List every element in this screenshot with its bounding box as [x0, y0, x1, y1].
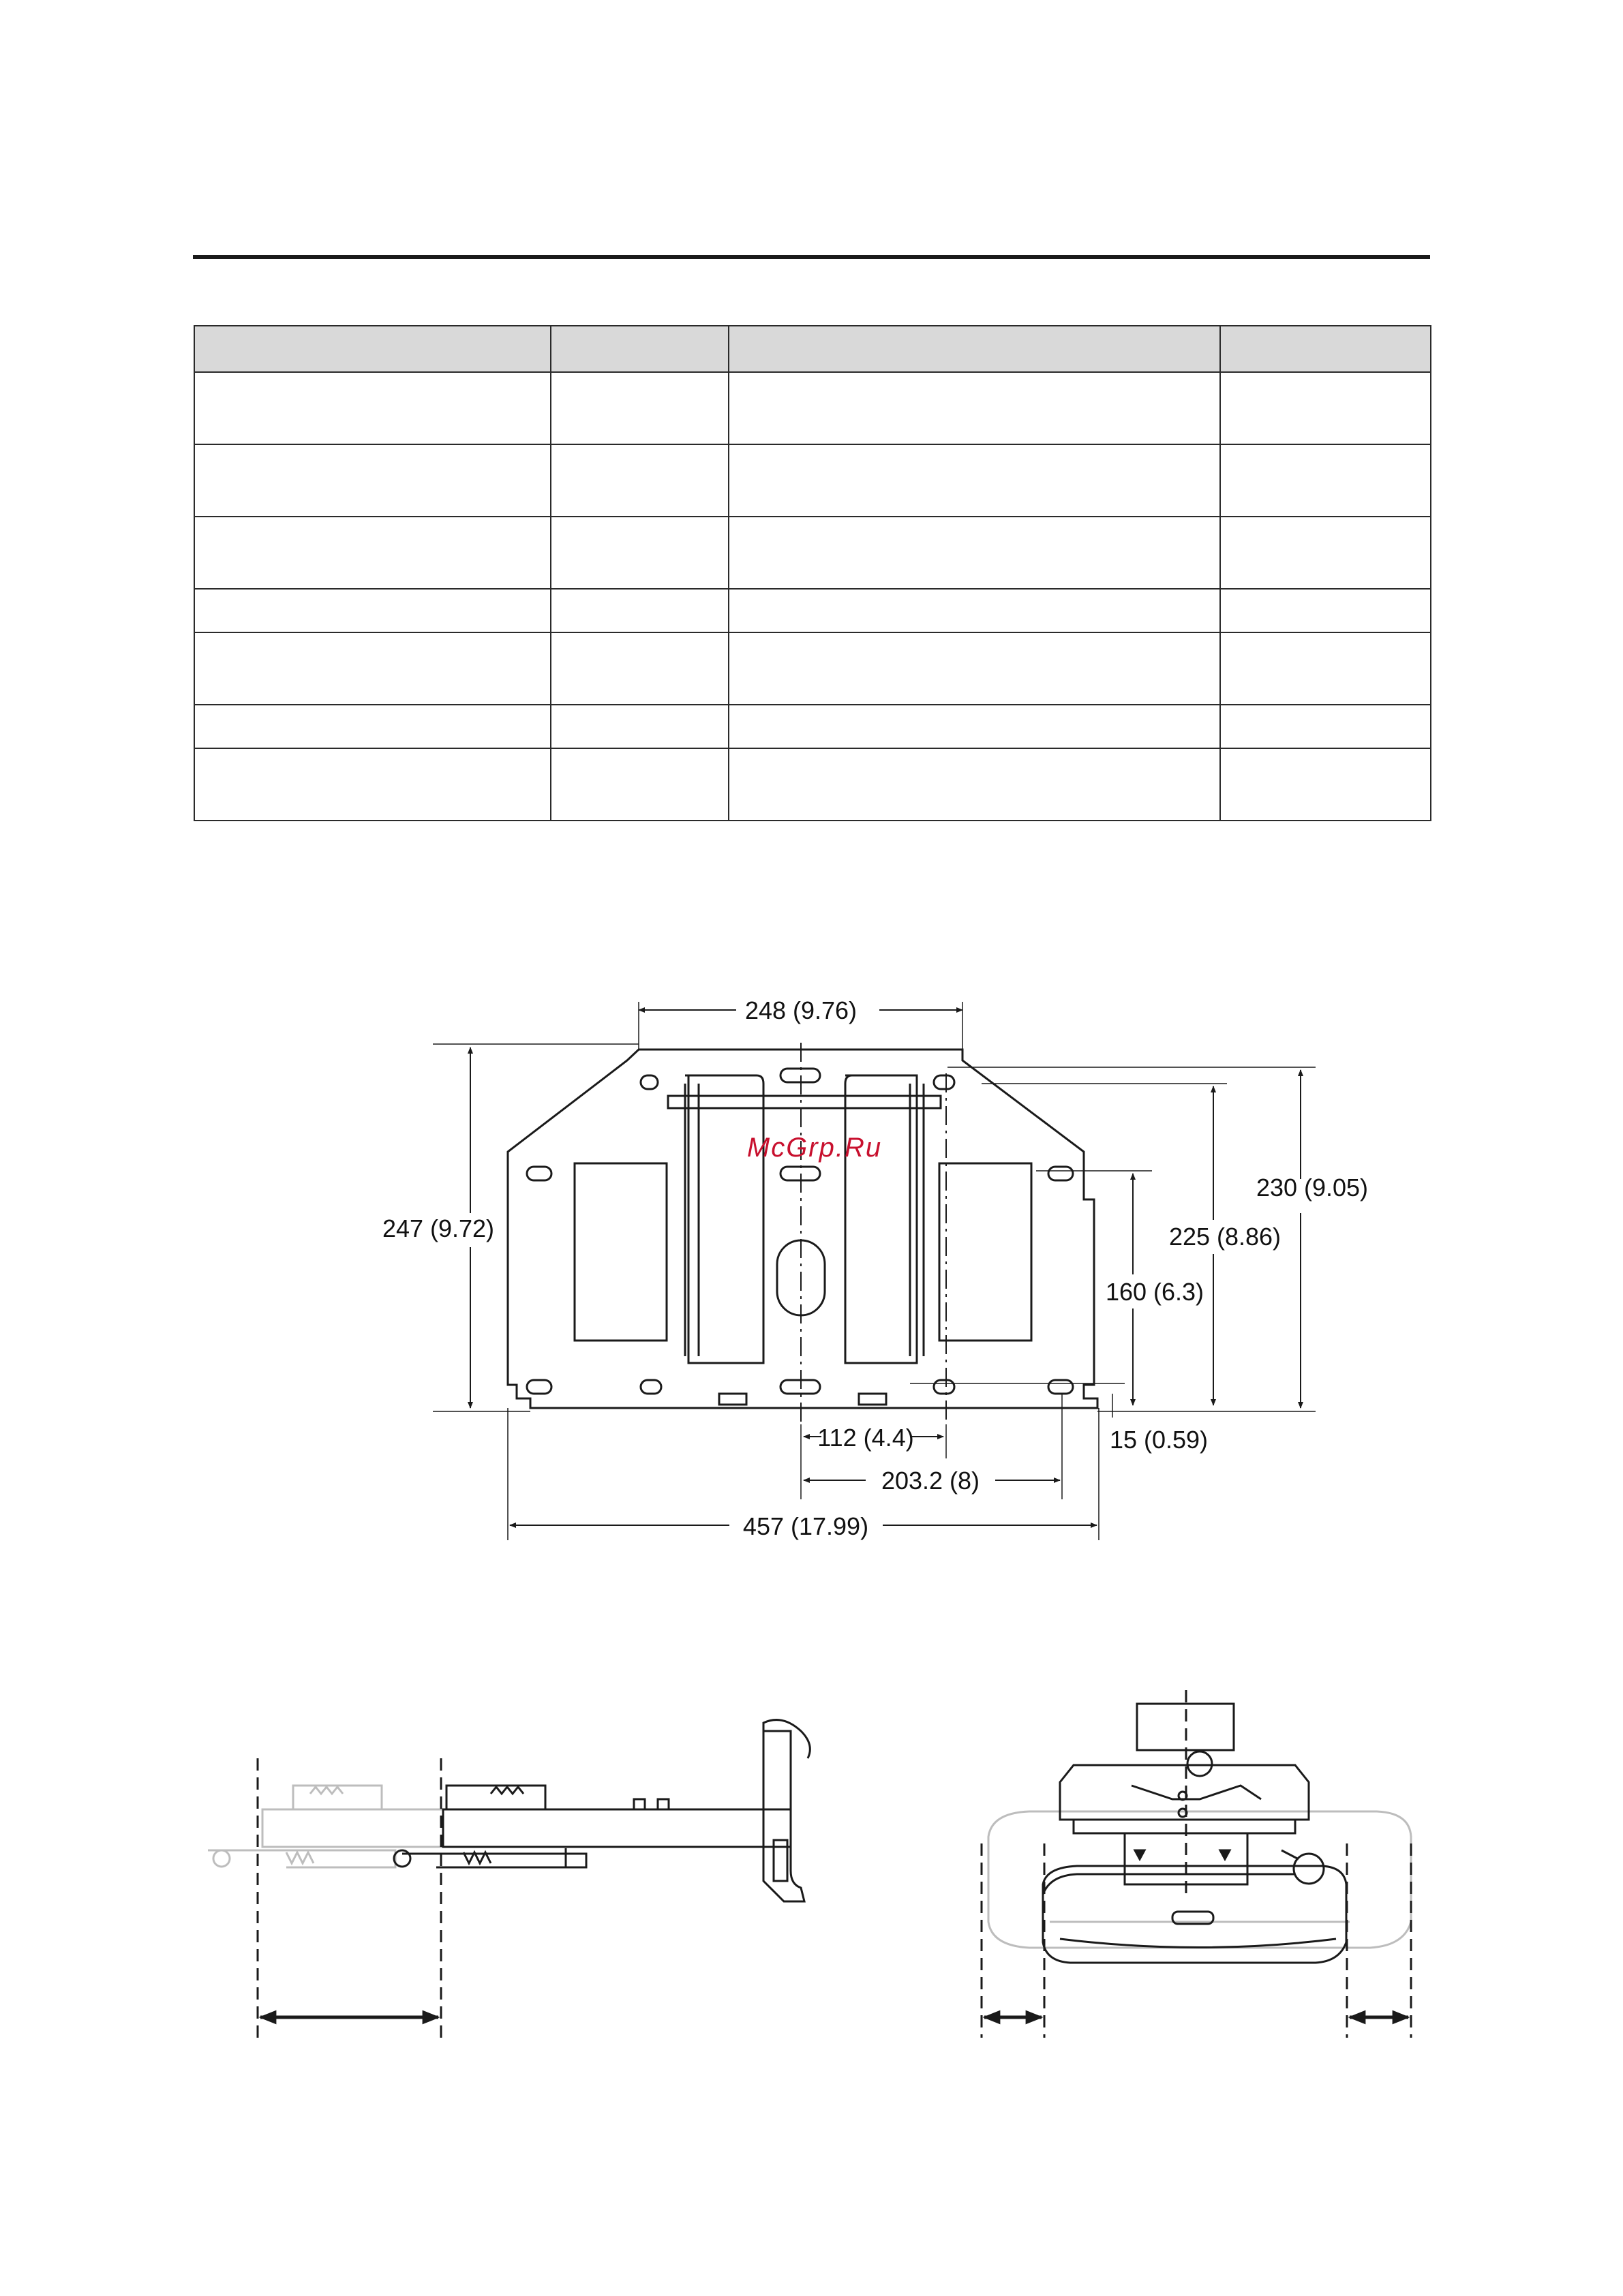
dim-right-height-230: 230 (9.05) [1256, 1174, 1369, 1201]
plate-window-right [939, 1163, 1031, 1341]
plate-window-left [575, 1163, 667, 1341]
extension-lines [433, 1002, 1316, 1540]
dim-offset-112: 112 (4.4) [817, 1424, 914, 1452]
side-view-drawing [208, 1720, 810, 2038]
dim-offset-203: 203.2 (8) [881, 1467, 980, 1495]
plate-channel-right [845, 1075, 917, 1363]
mounting-plate-drawing [508, 1050, 1097, 1408]
side-view-arm [394, 1720, 810, 1901]
plate-outline [508, 1050, 1097, 1408]
watermark-text: McGrp.Ru [746, 1133, 883, 1163]
side-view-ghost [208, 1786, 443, 1867]
dim-total-width: 457 (17.99) [742, 1512, 869, 1540]
plate-channel-left [685, 1075, 763, 1363]
plate-crossbar [668, 1096, 941, 1108]
dim-top-width: 248 (9.76) [744, 996, 858, 1024]
dim-left-height: 247 (9.72) [382, 1214, 495, 1242]
dim-right-height-225: 225 (8.86) [1168, 1223, 1281, 1251]
front-view-drawing [982, 1690, 1411, 2038]
dim-offset-15: 15 (0.59) [1109, 1426, 1209, 1454]
dim-right-height-160: 160 (6.3) [1105, 1278, 1204, 1306]
front-view-mount [1043, 1704, 1346, 1963]
